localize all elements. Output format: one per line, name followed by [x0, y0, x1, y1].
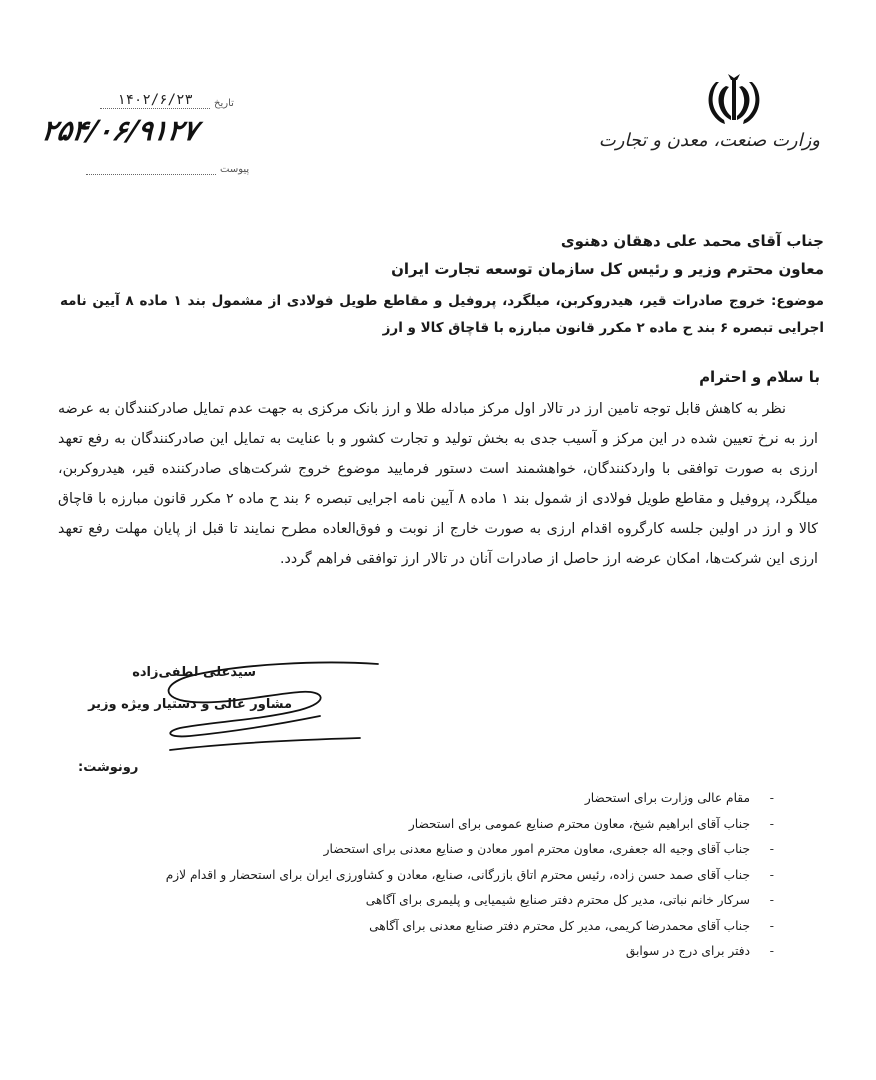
cc-item-text: مقام عالی وزارت برای استحضار [584, 791, 750, 805]
date-value: ۱۴۰۲/۶/۲۳ [100, 92, 210, 109]
ministry-name: وزارت صنعت، معدن و تجارت [598, 130, 820, 151]
attachment-line [86, 174, 216, 175]
cc-item-text: جناب آقای محمدرضا کریمی، مدیر کل محترم دفتر صنایع معدنی برای آگاهی [369, 918, 750, 933]
addressee-name: جناب آقای محمد علی دهقان دهنوی [560, 232, 824, 250]
letter-number: ۲۵۴/۰۶/۹۱۲۷ [39, 114, 201, 147]
attachment-label: پیوست [220, 164, 250, 175]
date-row [100, 92, 234, 109]
cc-item: - مقام عالی وزارت برای استحضار [584, 791, 774, 805]
signatory-name: سیدعلی لطفی‌زاده [132, 665, 256, 680]
attachment-row [86, 164, 249, 175]
cc-item-text: جناب آقای صمد حسن زاده، رئیس محترم اتاق بازرگانی، صنایع، معادن و کشاورزی ایران برای استحضار و اقدام لازم [165, 867, 750, 882]
cc-item-text: دفتر برای درج در سوابق [625, 944, 750, 958]
cc-item: - دفتر برای درج در سوابق [625, 944, 774, 958]
addressee-title: معاون محترم وزیر و رئیس کل سازمان توسعه تجارت ایران [391, 260, 824, 278]
number-row [39, 114, 229, 147]
cc-item: - سرکار خانم نباتی، مدیر کل محترم دفتر صنایع شیمیایی و پلیمری برای آگاهی [365, 893, 774, 907]
date-label: تاریخ [214, 98, 234, 109]
subject-line: موضوع: خروج صادرات قیر، هیدروکربن، میلگرد، پروفیل و مقاطع طویل فولادی از مشمول بند ۱ ماده ۸ آیین نامه اجرایی تبصره ۶ بند ح ماده ۲ مکرر قانون مبارزه با قاچاق کالا و ارز [60, 293, 824, 336]
signatory-title: مشاور عالی و دستیار ویژه وزیر [88, 697, 292, 712]
letter-meta [39, 92, 250, 182]
greeting: با سلام و احترام [699, 368, 820, 386]
cc-item: - جناب آقای صمد حسن زاده، رئیس محترم اتاق بازرگانی، صنایع، معادن و کشاورزی ایران برای استحضار و اقدام لازم [165, 867, 774, 882]
cc-list [68, 786, 774, 965]
cc-item: - جناب آقای ابراهیم شیخ، معاون محترم صنایع عمومی برای استحضار [408, 816, 774, 831]
iran-emblem-icon [704, 72, 764, 128]
cc-title: رونوشت: [78, 760, 139, 775]
cc-item-text: جناب آقای وجیه اله جعفری، معاون محترم امور معادن و صنایع معدنی برای استحضار [323, 842, 750, 856]
cc-item-text: سرکار خانم نباتی، مدیر کل محترم دفتر صنایع شیمیایی و پلیمری برای آگاهی [365, 893, 750, 907]
cc-item-text: جناب آقای ابراهیم شیخ، معاون محترم صنایع عمومی برای استحضار [408, 816, 750, 831]
letter-body: نظر به کاهش قابل توجه تامین ارز در تالار اول مرکز مبادله طلا و ارز بانک مرکزی به جهت عدم تمایل صادرکنندگان به عرضه ارز به نرخ تعیین شده در این مرکز و آسیب جدی به بخش تولید و تجارت کشور و با عنایت به تمایل این صادرکنندگان به رفع تعهد ارزی به صورت توافقی با واردکنندگان، خواهشمند است دستور فرمایید موضوع خروج شرکت‌های صادرکننده قیر، هیدروکربن، میلگرد، پروفیل و مقاطع طویل فولادی از شمول بند ۱ ماده ۸ آیین نامه اجرایی تبصره ۶ بند ح ماده ۲ مکرر قانون مبارزه با قاچاق کالا و ارز در اولین جلسه کارگروه اقدام ارزی به صورت خارج از نوبت و فوق‌العاده مطرح نمایند تا قبل از پایان مهلت رفع تعهد ارزی این شرکت‌ها، امکان عرضه ارز حاصل از صادرات آنان در تالار ارز توافقی فراهم گردد. [58, 401, 818, 567]
cc-item: - جناب آقای وجیه اله جعفری، معاون محترم امور معادن و صنایع معدنی برای استحضار [323, 842, 774, 856]
cc-item: - جناب آقای محمدرضا کریمی، مدیر کل محترم دفتر صنایع معدنی برای آگاهی [369, 918, 774, 933]
